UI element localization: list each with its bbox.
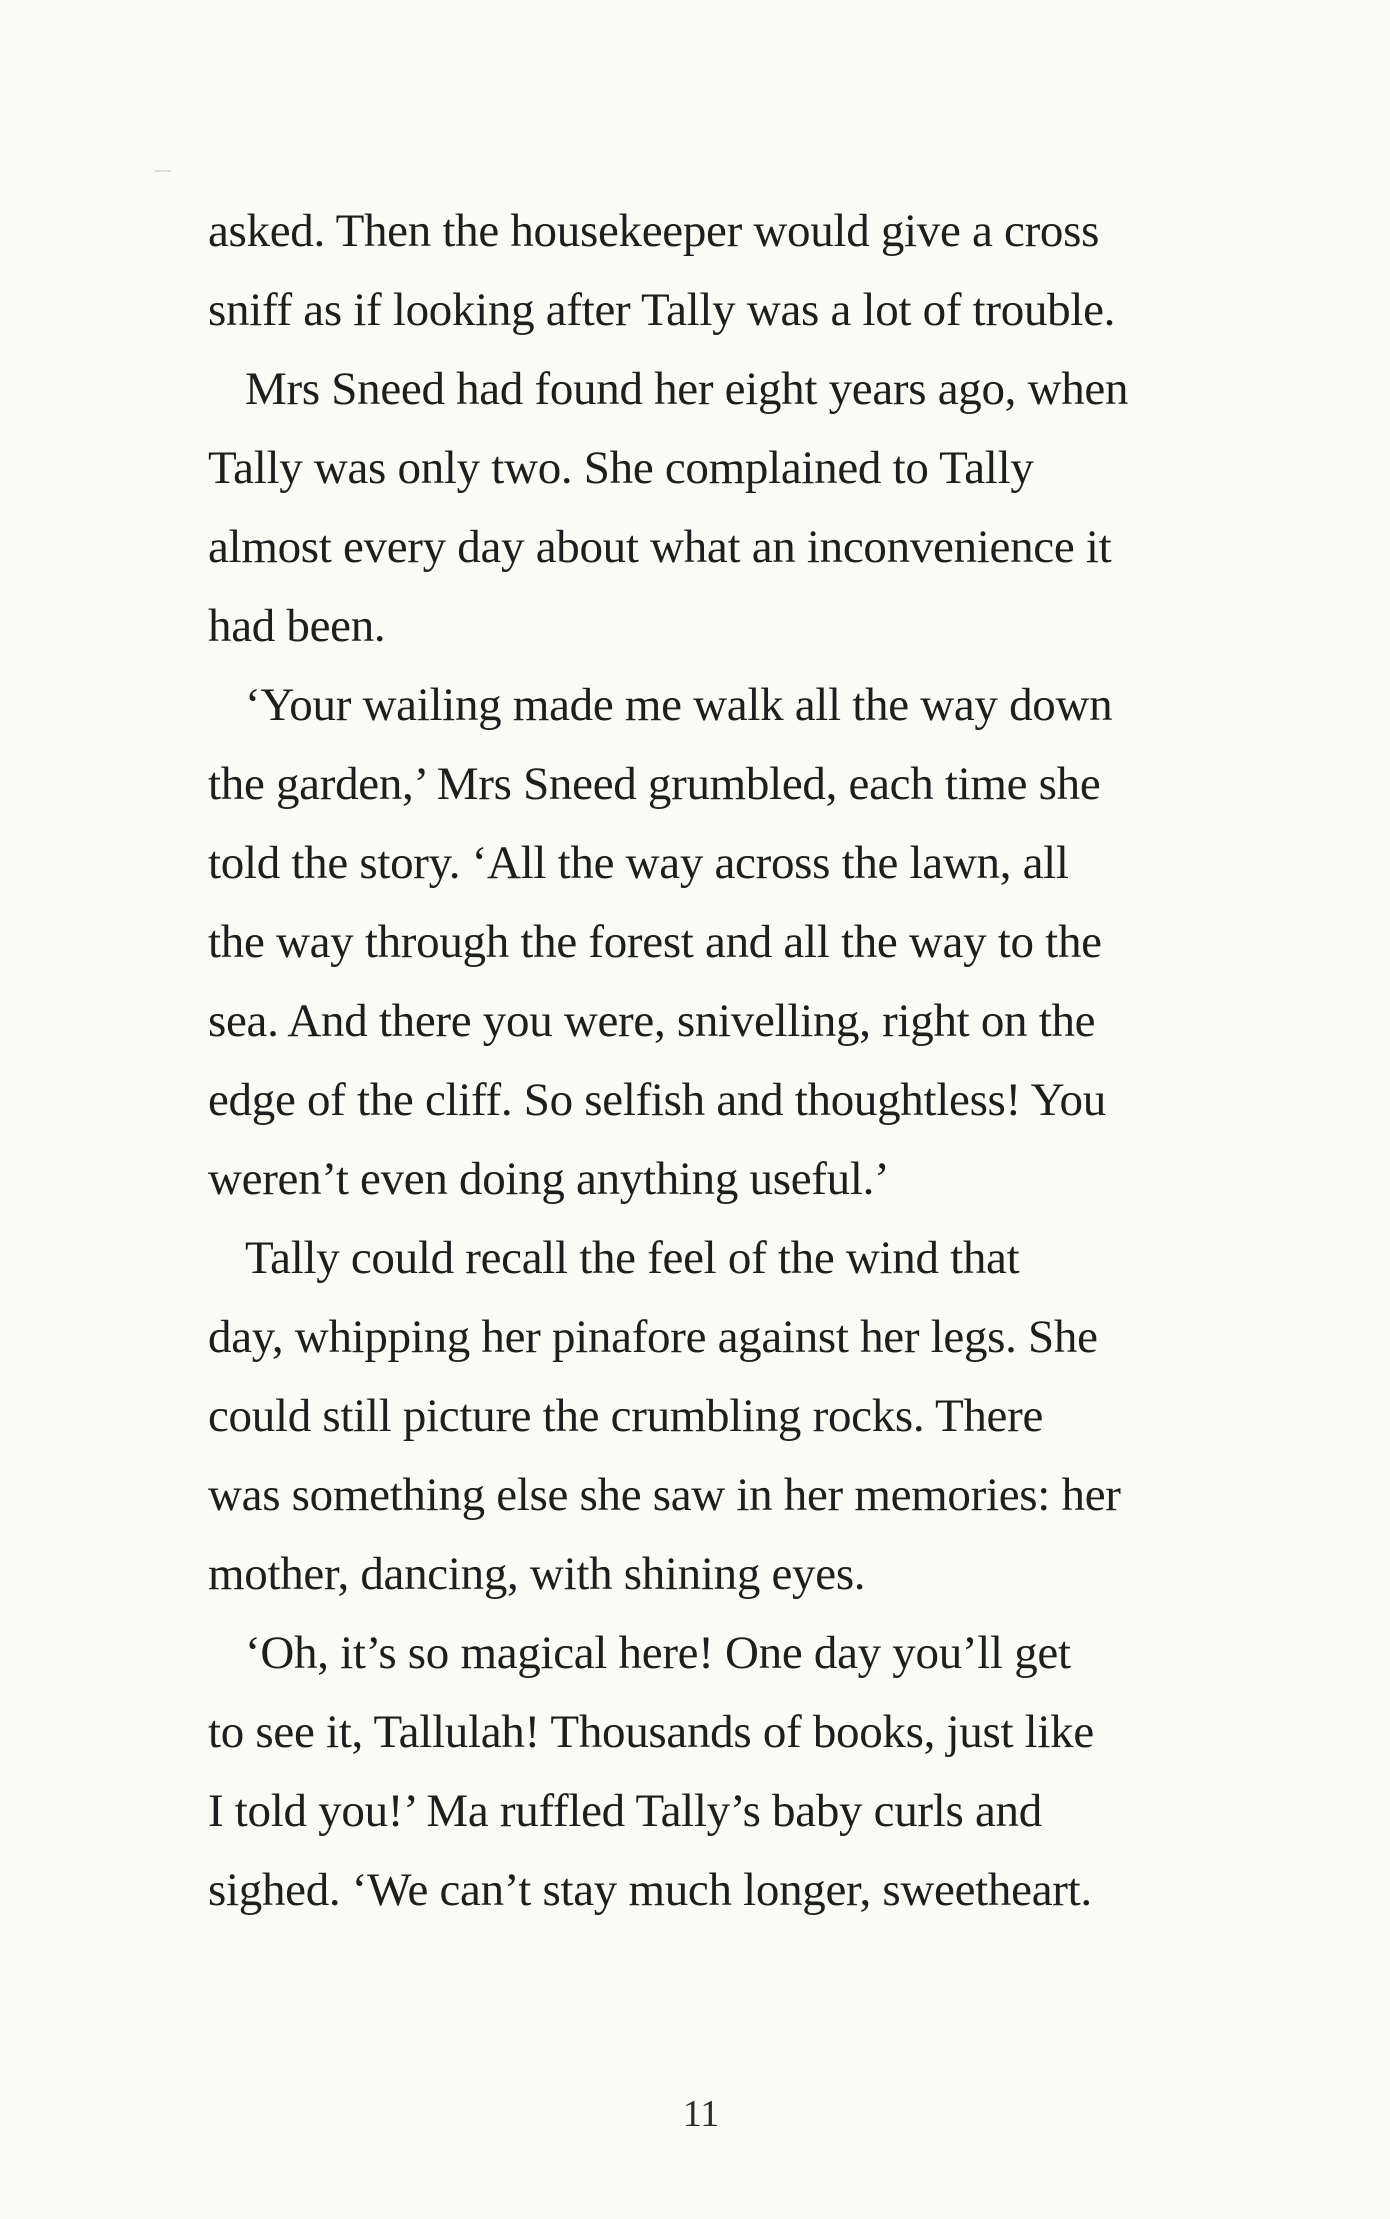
text-line: weren’t even doing anything useful.’ [208,1153,890,1205]
text-line: the garden,’ Mrs Sneed grumbled, each time she [208,758,1101,810]
text-line: ‘Your wailing made me walk all the way down [245,679,1113,731]
text-line: Mrs Sneed had found her eight years ago, when [245,363,1129,415]
text-line: to see it, Tallulah! Thousands of books, just like [208,1706,1094,1758]
text-line: sighed. ‘We can’t stay much longer, sweetheart. [208,1864,1092,1916]
text-line: Tally could recall the feel of the wind that [245,1232,1020,1284]
scan-speck [155,170,171,172]
text-line: Tally was only two. She complained to Tally [208,442,1034,494]
text-line: day, whipping her pinafore against her legs. She [208,1311,1098,1363]
text-line: mother, dancing, with shining eyes. [208,1548,866,1600]
page-number: 11 [682,2093,720,2135]
text-line: sea. And there you were, snivelling, right on the [208,995,1096,1047]
text-line: sniff as if looking after Tally was a lot of trouble. [208,284,1116,336]
text-line: told the story. ‘All the way across the lawn, all [208,837,1069,889]
text-line: ‘Oh, it’s so magical here! One day you’ll get [245,1627,1071,1679]
text-line: had been. [208,600,386,652]
text-line: could still picture the crumbling rocks. There [208,1390,1044,1442]
body-text [208,192,1218,1930]
text-line: almost every day about what an inconvenience it [208,521,1112,573]
text-line: edge of the cliff. So selfish and thoughtless! You [208,1074,1106,1126]
text-line: asked. Then the housekeeper would give a cross [208,205,1100,257]
text-line: the way through the forest and all the way to the [208,916,1102,968]
text-line: was something else she saw in her memories: her [208,1469,1121,1521]
text-line: I told you!’ Ma ruffled Tally’s baby curls and [208,1785,1042,1837]
